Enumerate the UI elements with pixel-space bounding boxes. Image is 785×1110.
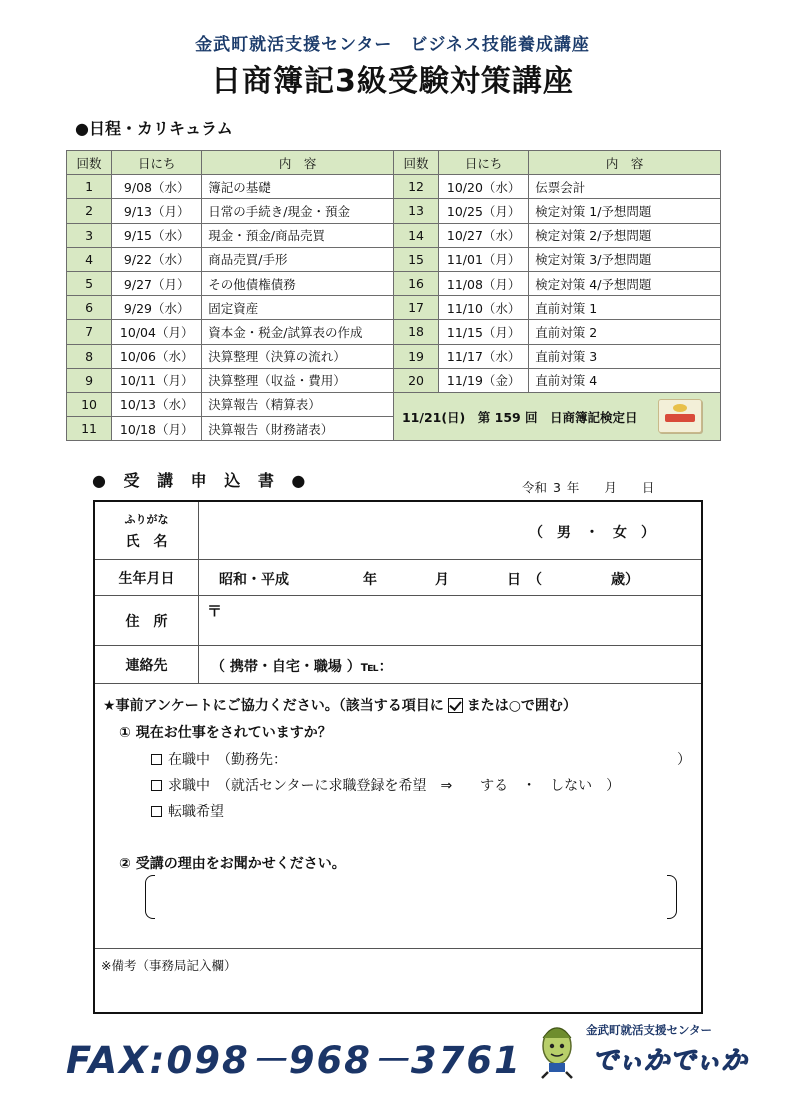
session-number: 18 <box>393 320 438 344</box>
right-bracket <box>667 875 677 919</box>
session-date: 9/22（水） <box>112 247 202 271</box>
mascot-icon <box>534 1020 580 1080</box>
session-topic: 直前対策 2 <box>529 320 721 344</box>
birth-era[interactable]: 昭和・平成 <box>219 572 289 588</box>
survey-instruction <box>103 695 577 715</box>
header-no: 回数 <box>393 151 438 175</box>
question-1: ① 現在お仕事をされていますか？ <box>119 725 332 741</box>
session-date: 10/13（水） <box>112 392 202 416</box>
session-topic: 伝票会計 <box>529 175 721 199</box>
survey-section <box>95 687 701 949</box>
session-topic: 簿記の基礎 <box>202 175 394 199</box>
table-row <box>67 223 721 247</box>
session-number: 16 <box>393 271 438 295</box>
session-number: 19 <box>393 344 438 368</box>
certificate-icon <box>658 399 702 433</box>
session-number: 14 <box>393 223 438 247</box>
session-number: 7 <box>67 320 112 344</box>
table-row <box>67 199 721 223</box>
contact-label: 連絡先 <box>95 646 199 683</box>
session-number: 15 <box>393 247 438 271</box>
address-row <box>95 596 701 646</box>
session-date: 10/20（水） <box>439 175 529 199</box>
session-topic: その他債権債務 <box>202 271 394 295</box>
birthdate-row <box>95 560 701 596</box>
name-label: 氏 名 <box>125 533 168 550</box>
session-number: 1 <box>67 175 112 199</box>
name-field[interactable] <box>199 502 701 559</box>
session-date: 9/15（水） <box>112 223 202 247</box>
session-date: 11/01（月） <box>439 247 529 271</box>
session-date: 10/11（月） <box>112 368 202 392</box>
session-topic: 決算整理（決算の流れ） <box>202 344 394 368</box>
furigana-label: ふりがな <box>124 512 169 526</box>
session-topic: 検定対策 1/予想問題 <box>529 199 721 223</box>
session-topic: 日常の手続き/現金・預金 <box>202 199 394 223</box>
checkbox-icon[interactable] <box>151 780 162 791</box>
birthdate-field[interactable] <box>199 560 701 595</box>
session-date: 9/13（月） <box>112 199 202 223</box>
session-date: 9/08（水） <box>112 175 202 199</box>
option-job-seeking-label: 求職中 （就活センターに求職登録を希望 ⇒ する ・ しない ） <box>168 778 621 794</box>
remarks-label: ※備考（事務局記入欄） <box>101 958 237 973</box>
logo-org-name: 金武町就活支援センター <box>586 1023 713 1037</box>
session-number: 4 <box>67 247 112 271</box>
session-date: 10/25（月） <box>439 199 529 223</box>
table-row <box>67 271 721 295</box>
session-topic: 決算報告（精算表） <box>202 392 394 416</box>
session-date: 10/06（水） <box>112 344 202 368</box>
table-row <box>67 320 721 344</box>
birth-day-unit: 日 （ <box>507 572 542 588</box>
survey-instruction-text: ★事前アンケートにご協力ください。（該当する項目に <box>103 698 444 714</box>
question-2: ② 受講の理由をお聞かせください。 <box>119 856 346 872</box>
course-series-title: 金武町就活支援センター ビジネス技能養成講座 <box>195 35 590 55</box>
header-content: 内 容 <box>202 151 394 175</box>
session-date: 11/17（水） <box>439 344 529 368</box>
session-number: 2 <box>67 199 112 223</box>
option-employed-close: ） <box>677 752 691 768</box>
session-number: 13 <box>393 199 438 223</box>
session-date: 9/29（水） <box>112 296 202 320</box>
session-topic: 検定対策 3/予想問題 <box>529 247 721 271</box>
table-row <box>67 247 721 271</box>
contact-field[interactable] <box>199 646 701 683</box>
session-number: 3 <box>67 223 112 247</box>
contact-type[interactable]: （ 携帯・自宅・職場 ）℡： <box>211 659 393 675</box>
birth-year-unit: 年 <box>363 572 377 588</box>
exam-date: 11/21(日) 第 159 回 日商簿記検定日 <box>401 409 638 425</box>
session-topic: 資本金・税金/試算表の作成 <box>202 320 394 344</box>
survey-instruction-text-end: または○で囲む） <box>466 698 577 714</box>
schedule-heading: ●日程・カリキュラム <box>75 119 233 138</box>
form-date: 令和 3 年 月 日 <box>522 480 655 495</box>
name-row <box>95 502 701 560</box>
address-field[interactable] <box>199 596 701 645</box>
exam-date-cell <box>393 392 720 440</box>
table-row <box>67 296 721 320</box>
gender-choice[interactable]: （ 男 ・ 女 ） <box>529 525 655 541</box>
fax-number: FAX:098－968－3761 <box>66 1039 522 1082</box>
session-date: 11/19（金） <box>439 368 529 392</box>
table-row <box>67 175 721 199</box>
session-topic: 決算整理（収益・費用） <box>202 368 394 392</box>
center-logo <box>528 1018 748 1088</box>
session-topic: 直前対策 4 <box>529 368 721 392</box>
logo-brand-name: でぃかでぃか <box>592 1046 747 1076</box>
session-number: 17 <box>393 296 438 320</box>
session-number: 11 <box>67 417 112 441</box>
option-job-seeking[interactable] <box>151 775 620 795</box>
session-topic: 商品売買/手形 <box>202 247 394 271</box>
session-number: 5 <box>67 271 112 295</box>
application-form <box>93 500 703 1014</box>
table-row <box>67 344 721 368</box>
session-number: 8 <box>67 344 112 368</box>
table-row <box>67 368 721 392</box>
header-no: 回数 <box>67 151 112 175</box>
session-date: 9/27（月） <box>112 271 202 295</box>
contact-row <box>95 646 701 684</box>
session-date: 10/18（月） <box>112 417 202 441</box>
session-topic: 決算報告（財務諸表） <box>202 417 394 441</box>
header-date: 日にち <box>439 151 529 175</box>
session-topic: 固定資産 <box>202 296 394 320</box>
option-career-change[interactable] <box>151 801 224 821</box>
session-date: 10/27（水） <box>439 223 529 247</box>
session-date: 10/04（月） <box>112 320 202 344</box>
checkbox-icon[interactable] <box>151 806 162 817</box>
session-topic: 現金・預金/商品売買 <box>202 223 394 247</box>
session-topic: 検定対策 4/予想問題 <box>529 271 721 295</box>
name-label-cell <box>95 502 199 559</box>
birth-month-unit: 月 <box>435 572 449 588</box>
application-form-heading: ● 受 講 申 込 書 ● <box>92 471 312 490</box>
age-unit: 歳） <box>611 572 639 588</box>
session-number: 6 <box>67 296 112 320</box>
table-row <box>67 392 721 416</box>
session-number: 10 <box>67 392 112 416</box>
checkbox-icon[interactable] <box>151 754 162 765</box>
option-employed[interactable] <box>151 749 287 769</box>
session-date: 11/08（月） <box>439 271 529 295</box>
postal-mark: 〒 <box>207 602 223 620</box>
header-content: 内 容 <box>529 151 721 175</box>
schedule-table <box>66 150 721 441</box>
session-date: 11/10（水） <box>439 296 529 320</box>
page-title: 日商簿記3級受験対策講座 <box>211 64 574 99</box>
option-employed-label: 在職中 （勤務先： <box>168 752 287 768</box>
session-number: 20 <box>393 368 438 392</box>
address-label: 住 所 <box>95 596 199 645</box>
header-date: 日にち <box>112 151 202 175</box>
birthdate-label: 生年月日 <box>95 560 199 595</box>
session-topic: 直前対策 1 <box>529 296 721 320</box>
option-career-change-label: 転職希望 <box>168 804 224 820</box>
session-number: 12 <box>393 175 438 199</box>
schedule-header-row <box>67 151 721 175</box>
session-number: 9 <box>67 368 112 392</box>
session-topic: 検定対策 2/予想問題 <box>529 223 721 247</box>
session-topic: 直前対策 3 <box>529 344 721 368</box>
checkbox-checked-icon <box>448 698 463 713</box>
left-bracket <box>145 875 155 919</box>
session-date: 11/15（月） <box>439 320 529 344</box>
